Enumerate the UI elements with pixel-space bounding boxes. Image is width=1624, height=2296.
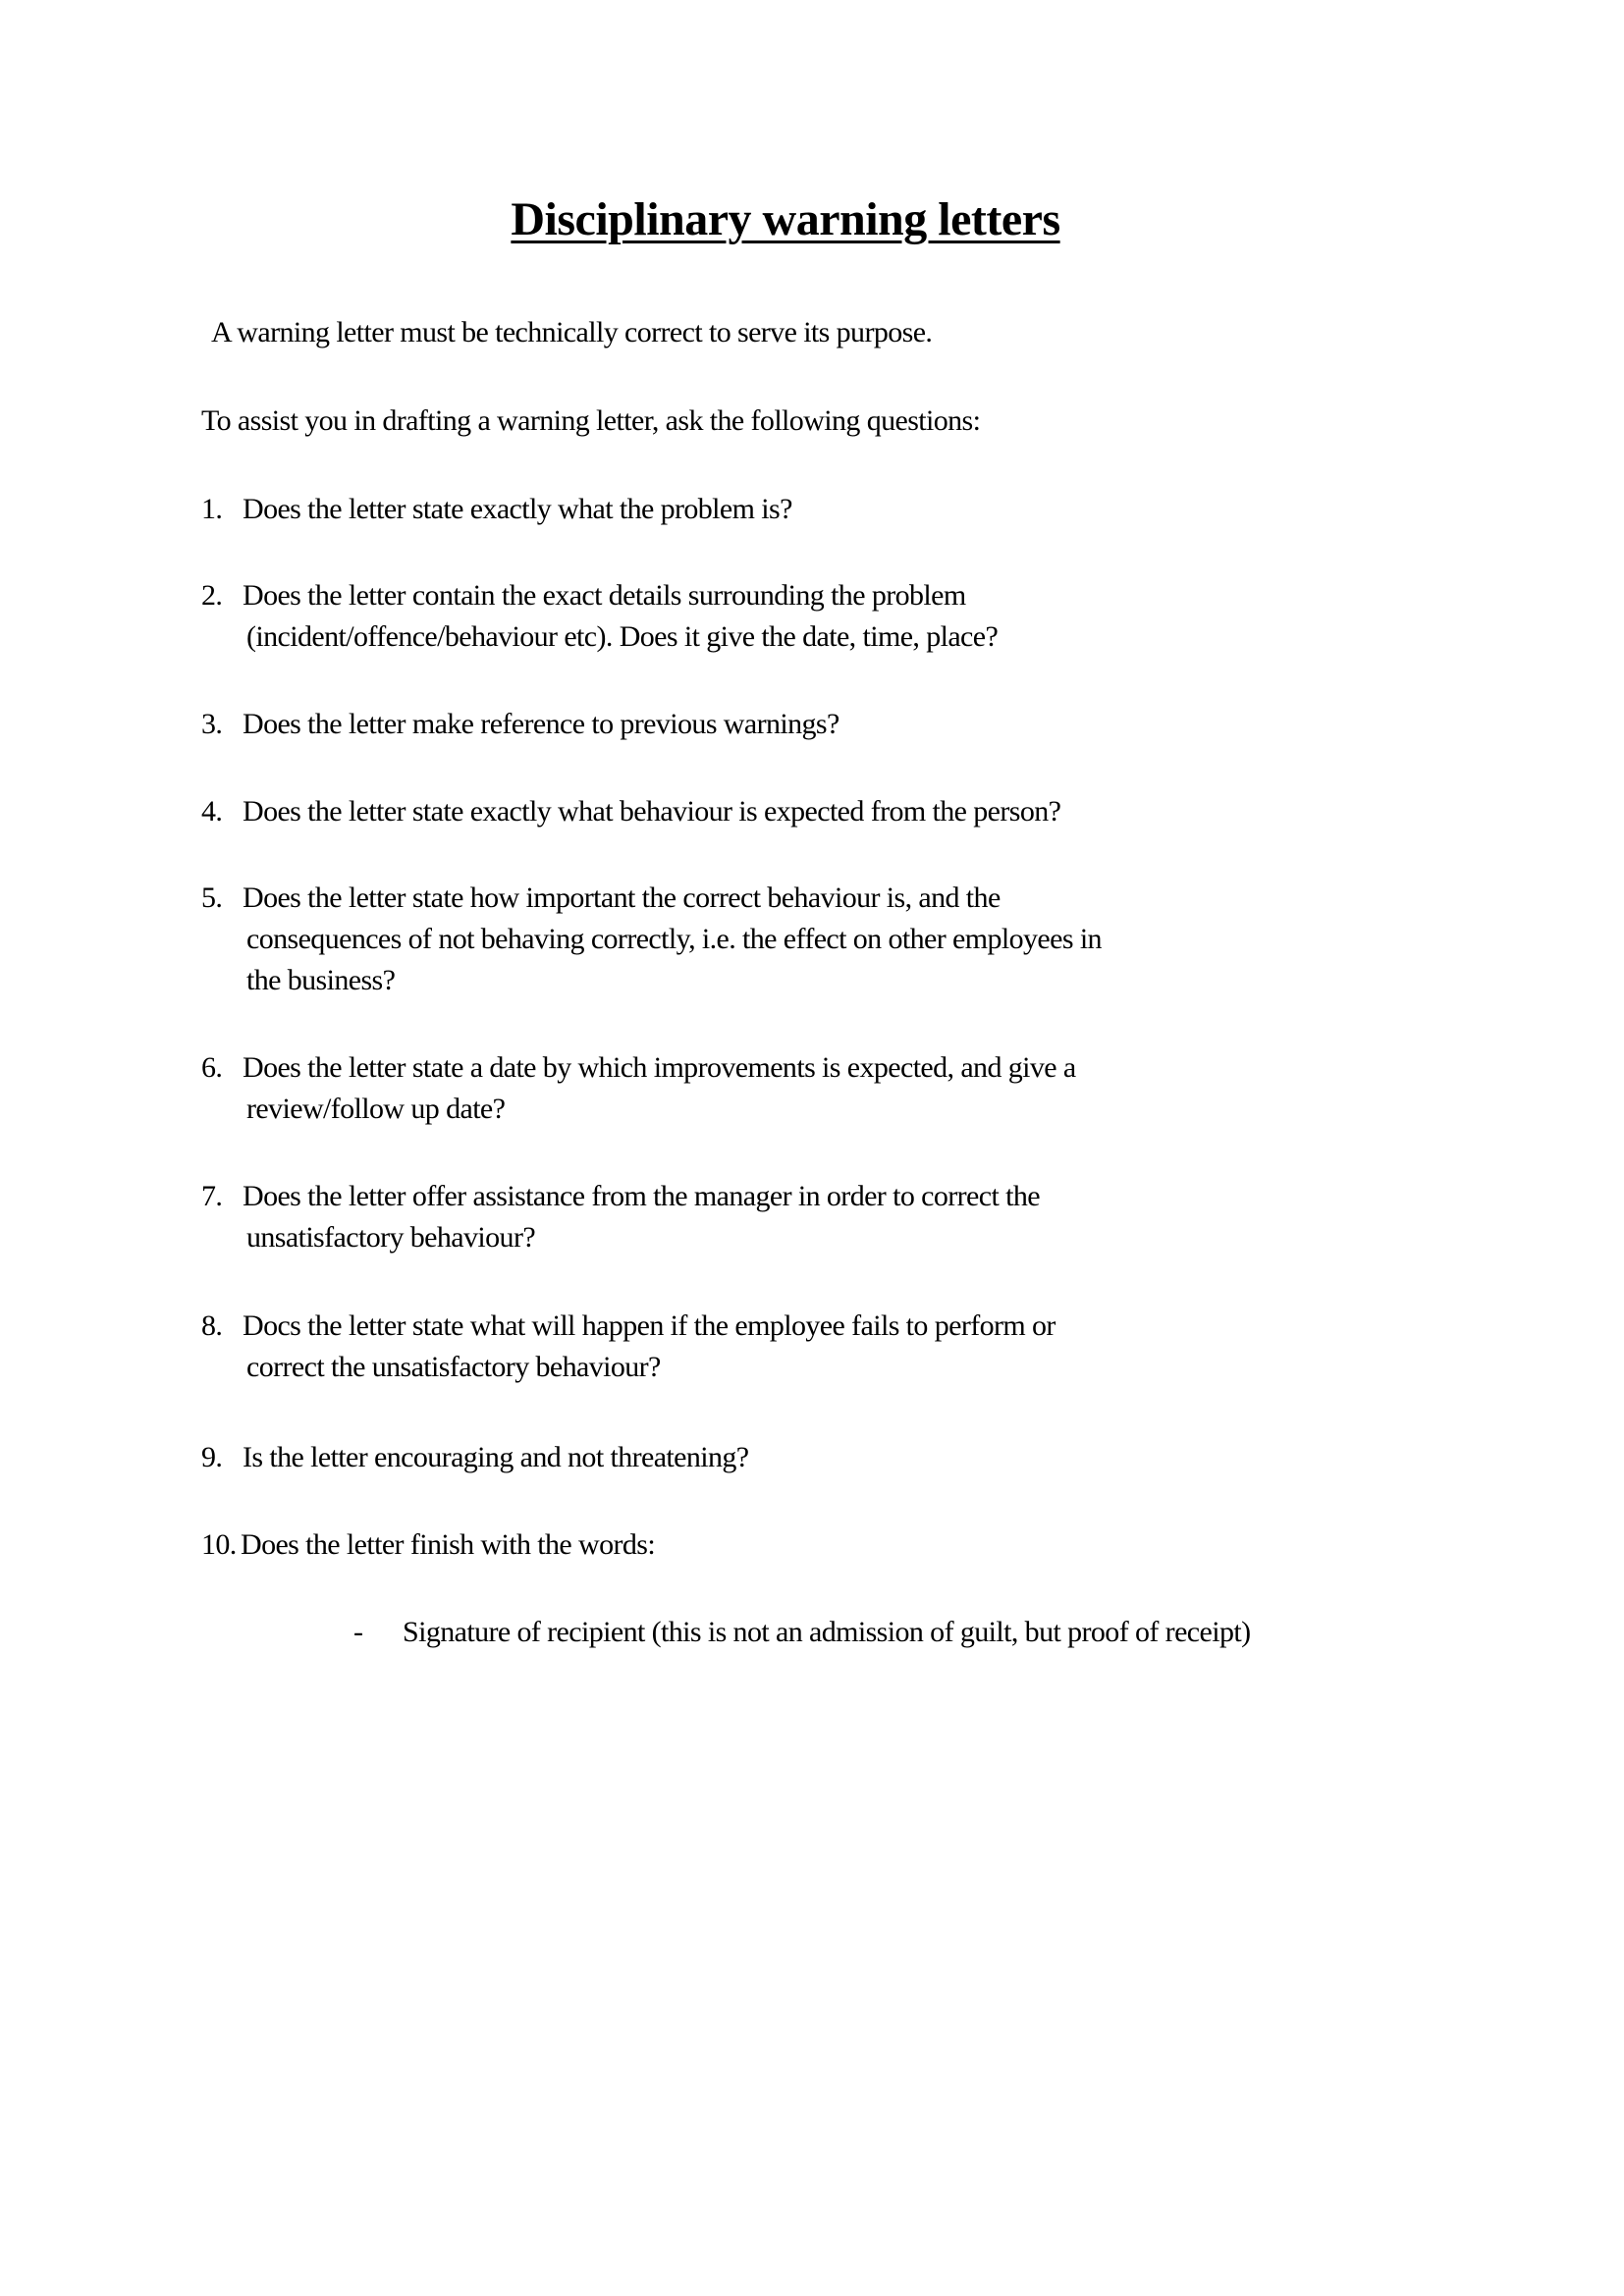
question-text: Does the letter state how important the correct behaviour is, and the: [243, 881, 1001, 914]
page-title: Disciplinary warning letters: [511, 193, 1060, 245]
question-text: Is the letter encouraging and not threatening?: [243, 1441, 749, 1473]
bullet-text: Signature of recipient (this is not an admission of guilt, but proof of receipt): [403, 1616, 1251, 1648]
question-number: 3.: [201, 708, 223, 740]
question-item-1: [201, 489, 792, 530]
question-text-continued: consequences of not behaving correctly, i.e. the effect on other employees in: [246, 923, 1102, 955]
question-number: 7.: [201, 1180, 223, 1212]
question-text: Does the letter offer assistance from the manager in order to correct the: [243, 1180, 1040, 1212]
question-item-2: [201, 575, 998, 658]
question-item-8: [201, 1306, 1056, 1388]
question-text: Does the letter contain the exact details surrounding the problem: [243, 579, 966, 612]
question-text-continued: the business?: [246, 964, 396, 996]
question-number: 2.: [201, 579, 223, 612]
question-number: 10.: [201, 1528, 237, 1561]
question-text: Does the letter state a date by which improvements is expected, and give a: [243, 1051, 1076, 1084]
question-number: 4.: [201, 795, 223, 828]
question-number: 5.: [201, 881, 223, 914]
question-item-5: [201, 878, 1102, 1001]
question-text: Does the letter state exactly what the problem is?: [243, 493, 792, 525]
question-text-continued: correct the unsatisfactory behaviour?: [246, 1351, 661, 1383]
intro-paragraph: A warning letter must be technically correct to serve its purpose.: [211, 316, 933, 348]
question-item-7: [201, 1176, 1040, 1258]
bullet-dash: -: [353, 1616, 363, 1648]
question-text-continued: unsatisfactory behaviour?: [246, 1221, 536, 1254]
question-text: Docs the letter state what will happen if the employee fails to perform or: [243, 1309, 1056, 1342]
intro-instruction: To assist you in drafting a warning letter, ask the following questions:: [201, 404, 981, 437]
question-item-6: [201, 1047, 1076, 1130]
question-text: Does the letter finish with the words:: [241, 1528, 656, 1561]
question-text: Does the letter state exactly what behaviour is expected from the person?: [243, 795, 1061, 828]
question-item-3: [201, 704, 839, 745]
question-number: 6.: [201, 1051, 223, 1084]
question-text: Does the letter make reference to previous warnings?: [243, 708, 839, 740]
question-number: 9.: [201, 1441, 223, 1473]
question-item-10: [201, 1524, 655, 1566]
question-text-continued: (incident/offence/behaviour etc). Does it give the date, time, place?: [246, 620, 999, 653]
question-item-4: [201, 791, 1060, 832]
question-item-9: [201, 1437, 749, 1478]
question-number: 1.: [201, 493, 223, 525]
question-number: 8.: [201, 1309, 223, 1342]
question-text-continued: review/follow up date?: [246, 1093, 506, 1125]
signature-bullet-item: [353, 1612, 1250, 1653]
